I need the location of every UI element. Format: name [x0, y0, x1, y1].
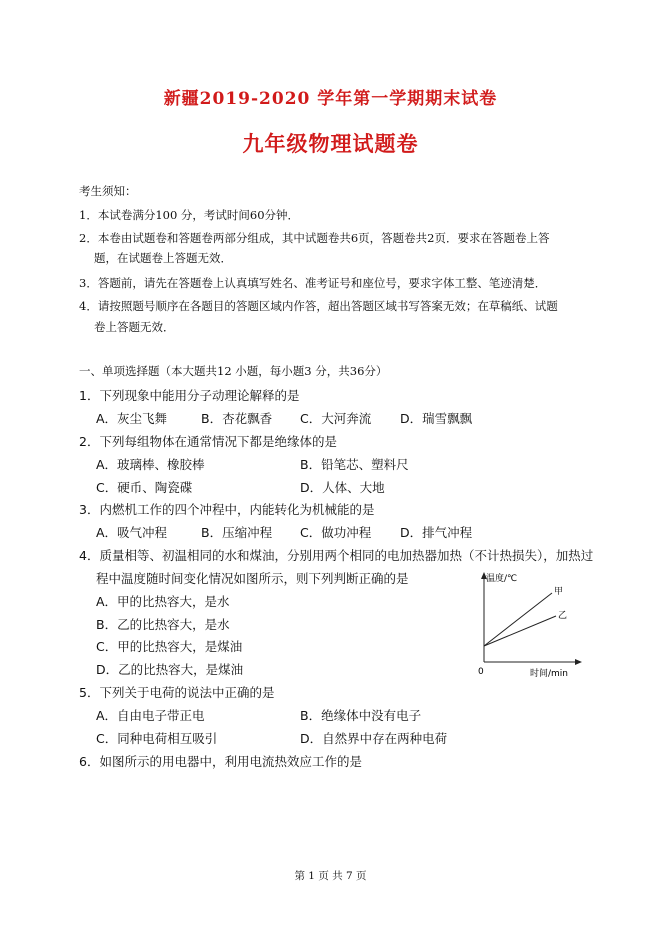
notice-heading: 考生须知：	[79, 184, 137, 198]
notice-item: 3．答题前，请先在答题卷上认真填写姓名、准考证号和座位号，要求字体工整、笔迹清楚．	[79, 276, 547, 290]
line-yi	[484, 616, 556, 646]
option-a: A．玻璃棒、橡胶棒	[96, 457, 205, 472]
y-axis-label: 温度/℃	[486, 574, 518, 584]
option-a: A．灰尘飞舞	[96, 411, 168, 426]
option-c: C．甲的比热容大，是煤油	[96, 639, 243, 654]
notice-item: 题，在试题卷上答题无效．	[94, 251, 232, 265]
question-stem: 3．内燃机工作的四个冲程中，内能转化为机械能的是	[79, 502, 375, 517]
option-a: A．甲的比热容大，是水	[96, 594, 230, 609]
question-stem: 5．下列关于电荷的说法中正确的是	[79, 685, 275, 700]
temperature-time-graph	[470, 566, 590, 682]
question-stem: 6．如图所示的用电器中，利用电流热效应工作的是	[79, 754, 362, 769]
question-stem: 4．质量相等、初温相同的水和煤油，分别用两个相同的电加热器加热（不计热损失），加热过	[79, 548, 594, 563]
option-c: C．同种电荷相互吸引	[96, 731, 218, 746]
option-b: B．绝缘体中没有电子	[300, 708, 422, 723]
notice-item: 卷上答题无效．	[94, 320, 175, 334]
option-b: B．乙的比热容大，是水	[96, 617, 230, 632]
option-c: C．做功冲程	[300, 525, 372, 540]
option-b: B．杏花飘香	[201, 411, 273, 426]
line-jia-label: 甲	[554, 587, 564, 597]
option-c: C．大河奔流	[300, 411, 372, 426]
option-b: B．铅笔芯、塑料尺	[300, 457, 409, 472]
option-a: A．自由电子带正电	[96, 708, 205, 723]
x-axis-label: 时间/min	[530, 669, 569, 679]
section-title: 一、单项选择题（本大题共12 小题，每小题3 分，共36分）	[79, 364, 388, 378]
option-d: D．排气冲程	[400, 525, 473, 540]
option-c: C．硬币、陶瓷碟	[96, 480, 193, 495]
page-number: 第 1 页 共 7 页	[294, 870, 367, 882]
question-stem: 2．下列每组物体在通常情况下都是绝缘体的是	[79, 434, 337, 449]
option-d: D．瑞雪飘飘	[400, 411, 473, 426]
question-stem-cont: 程中温度随时间变化情况如图所示，则下列判断正确的是	[96, 571, 409, 586]
option-d: D．自然界中存在两种电荷	[300, 731, 448, 746]
line-jia	[484, 593, 552, 646]
notice-item: 4．请按照题号顺序在各题目的答题区域内作答，超出答题区域书写答案无效；在草稿纸、试题	[79, 299, 558, 313]
option-a: A．吸气冲程	[96, 525, 168, 540]
option-b: B．压缩冲程	[201, 525, 273, 540]
line-yi-label: 乙	[558, 611, 568, 621]
notice-item: 1．本试卷满分100 分，考试时间60分钟．	[79, 208, 300, 222]
question-stem: 1．下列现象中能用分子动理论解释的是	[79, 388, 300, 403]
exam-subtitle: 九年级物理试题卷	[242, 131, 419, 156]
option-d: D．乙的比热容大，是煤油	[96, 662, 244, 677]
origin-label: 0	[478, 667, 484, 677]
notice-item: 2．本卷由试题卷和答题卷两部分组成，其中试题卷共6页，答题卷共2页．要求在答题卷上答	[79, 231, 550, 245]
option-d: D．人体、大地	[300, 480, 385, 495]
x-axis-arrow	[575, 659, 582, 665]
exam-title: 新疆2019-2020 学年第一学期期末试卷	[163, 89, 498, 109]
